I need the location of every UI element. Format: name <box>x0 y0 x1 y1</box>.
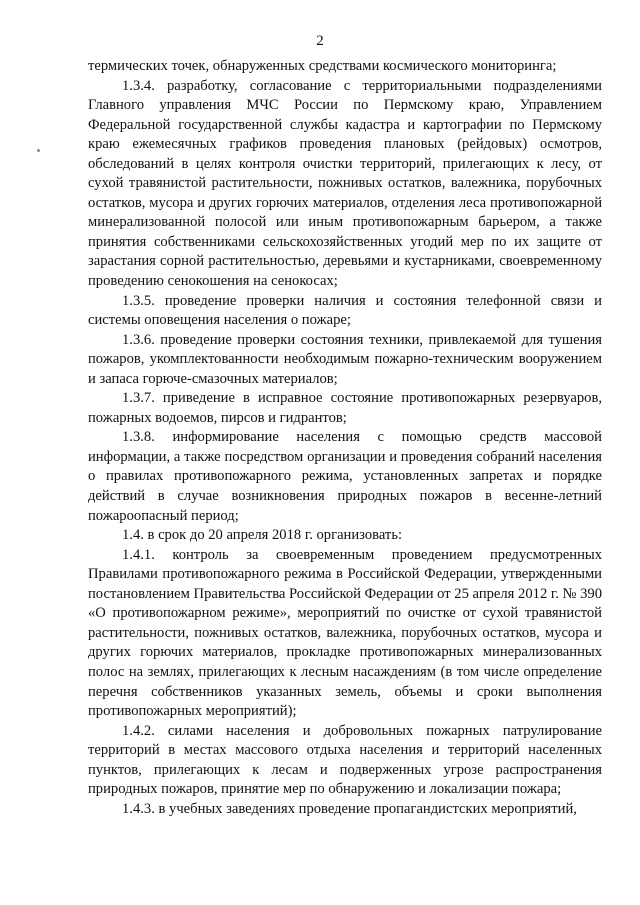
margin-mark <box>37 149 40 152</box>
page-number: 2 <box>316 33 324 49</box>
paragraph-1-3-5: 1.3.5. проведение проверки наличия и состояния телефонной связи и системы оповещения населения о пожаре; <box>88 292 602 329</box>
paragraph-1-3-8: 1.3.8. информирование населения с помощью средств массовой информации, а также посредством организации и проведения собраний населения о правилах противопожарного режима, установленных запретах и порядке действий в случае возникновения природных пожаров в весенне-летний пожароопасный период; <box>88 429 602 524</box>
document-body <box>88 57 602 819</box>
paragraph-1-3-4: 1.3.4. разработку, согласование с территориальными подразделениями Главного управления МЧС России по Пермскому краю, Управлением Федеральной государственной службы кадастра и картографии по Пермскому краю ежемесячных графиков проведения плановых (рейдовых) осмотров, обследований в целях контроля очистки территорий, прилегающих к лесу, от сухой травянистой растительности, пожнивых остатков, валежника, порубочных остатков, мусора и других горючих материалов, отделения леса противопожарной минерализованной полосой или иным противопожарным барьером, а также принятия собственниками сельскохозяйственных угодий мер по их защите от зарастания сорной растительностью, деревьями и кустарниками, своевременному проведению сенокошения на сенокосах; <box>88 77 602 290</box>
paragraph-1-3-7: 1.3.7. приведение в исправное состояние противопожарных резервуаров, пожарных водоемов, пирсов и гидрантов; <box>88 390 602 426</box>
paragraph-1-3-6: 1.3.6. проведение проверки состояния техники, привлекаемой для тушения пожаров, укомплектованности необходимым пожарно-техническим вооружением и запаса горюче-смазочных материалов; <box>88 331 602 387</box>
paragraph-continuation: термических точек, обнаруженных средствами космического мониторинга; <box>88 58 557 74</box>
paragraph-1-4-3: 1.4.3. в учебных заведениях проведение пропагандистских мероприятий, <box>122 800 577 817</box>
paragraph-1-4-1: 1.4.1. контроль за своевременным проведением предусмотренных Правилами противопожарного режима в Российской Федерации, утвержденными постановлением Правительства Российской Федерации от 25 апреля 2012 г. № 390 «О противопожарном режиме», мероприятий по очистке от сухой травянистой растительности, пожнивых остатков, валежника, порубочных остатков, мусора и других горючих материалов, прокладке противопожарных минерализованных полос на землях, прилегающих к лесным насаждениям (в том числе определение перечня собственников указанных земель, объемы и сроки выполнения противопожарных мероприятий); <box>88 546 602 720</box>
paragraph-1-4: 1.4. в срок до 20 апреля 2018 г. организовать: <box>122 527 403 544</box>
paragraph-1-4-2: 1.4.2. силами населения и добровольных пожарных патрулирование территорий в местах массового отдыха населения и территорий населенных пунктов, прилегающих к лесам и подверженных угрозе распространения природных пожаров, принятие мер по обнаружению и локализации пожара; <box>88 722 602 798</box>
